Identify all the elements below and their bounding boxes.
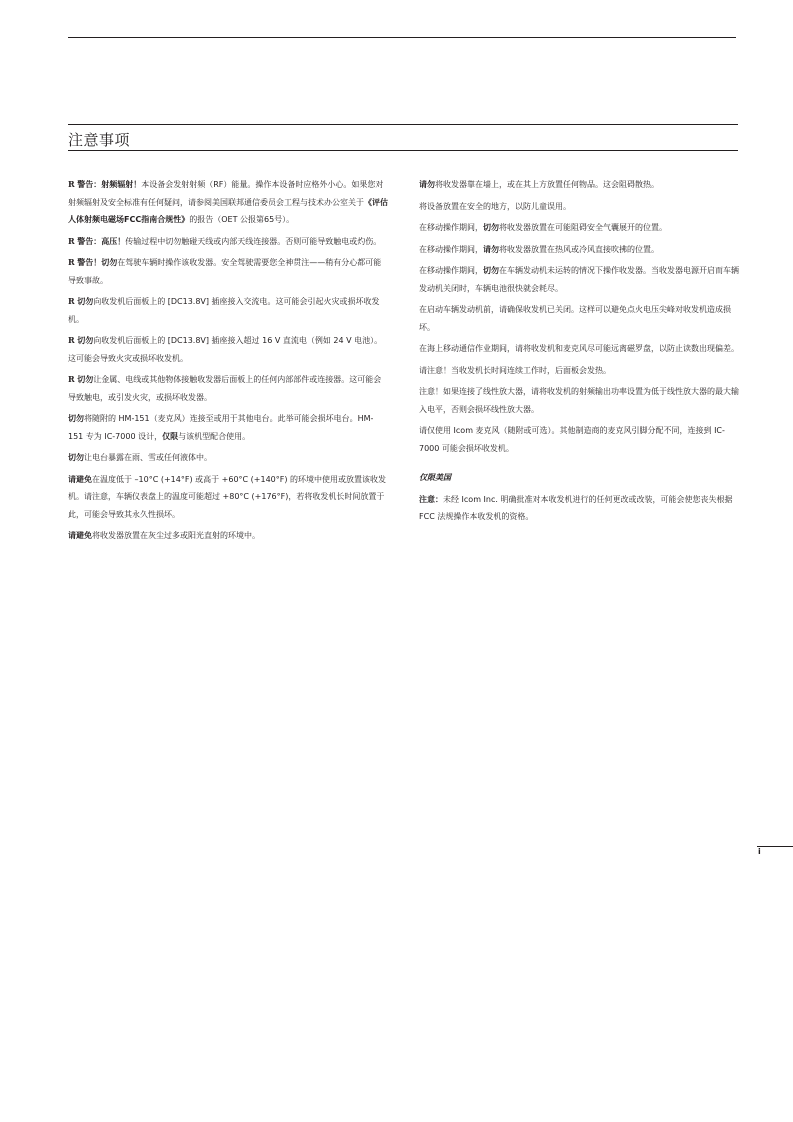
overvoltage-text: 向收发机后面板上的 [DC13.8V] 插座接入超过 16 V 直流电（例如 24 V 电池）。这可能会导致火灾或损坏收发机。	[68, 336, 383, 363]
overvoltage-lead: 切勿	[77, 336, 94, 345]
battery-pre: 在移动操作期间，	[419, 266, 483, 275]
battery-lead: 切勿	[483, 266, 499, 275]
warning-mark-icon: R	[68, 257, 75, 267]
fcc-paragraph	[419, 491, 739, 526]
driving-warning-text: 在驾驶车辆时操作该收发器。安全驾驶需要您全神贯注——稍有分心都可能导致事故。	[68, 258, 382, 285]
rf-warning-text: 本设备会发射射频（RF）能量。操作本设备时应格外小心。如果您对射频辐射及安全标准有任何疑问，请参阅美国联邦通信委员会工程与技术办公室关于	[68, 180, 384, 207]
rf-warning-tail: 的报告（OET 公报第65号）。	[189, 215, 295, 224]
microphone-bold: 仅限	[162, 431, 179, 441]
microphone-lead: 切勿	[68, 414, 84, 423]
metal-contact-text: 让金属、电线或其他物体接触收发器后面板上的任何内部部件或连接器。这可能会导致触电，或引发火灾，或损坏收发器。	[68, 375, 382, 402]
driving-warning-lead: 警告！切勿	[77, 258, 118, 267]
region-heading: 仅限美国	[419, 473, 451, 482]
children-paragraph	[419, 198, 739, 216]
fcc-lead: 注意：	[419, 494, 443, 504]
compass-text: 在海上移动通信作业期间，请将收发机和麦克风尽可能远离磁罗盘，以防止读数出现偏差。	[419, 344, 739, 353]
ignition-paragraph	[419, 301, 739, 336]
microphone-text: 将随附的 HM-151（麦克风）连接至或用于其他电台。此举可能会损坏电台。HM-151 专为 IC-7000 设计，	[68, 414, 374, 441]
amplifier-paragraph	[419, 383, 739, 418]
heat-text: 请注意！当收发机长时间连续工作时，后面板会发热。	[419, 365, 611, 375]
battery-paragraph	[419, 262, 739, 297]
fcc-text: 未经 Icom Inc. 明确批准对本收发机进行的任何更改或改装，可能会使您丧失根据 FCC 法规操作本收发机的资格。	[419, 494, 733, 521]
metal-contact-lead: 切勿	[77, 375, 94, 384]
warning-mark-icon: R	[68, 335, 75, 345]
dust-text: 将收发器放置在灰尘过多或阳光直射的环境中。	[92, 531, 260, 540]
microphone-tail: 与该机型配合使用。	[178, 431, 251, 441]
warning-mark-icon: R	[68, 179, 75, 189]
ac-power-lead: 切勿	[77, 297, 94, 306]
warning-mark-icon: R	[68, 374, 75, 384]
airbag-text: 将收发器放置在可能阻碍安全气囊展开的位置。	[499, 223, 667, 232]
high-voltage-text: 传输过程中切勿触碰天线或内部天线连接器。否则可能导致触电或灼伤。	[125, 236, 382, 246]
children-text: 将设备放置在安全的地方，以防儿童误用。	[419, 201, 571, 211]
liquid-text: 让电台暴露在雨、雪或任何液体中。	[84, 453, 212, 462]
dust-paragraph	[68, 527, 388, 545]
left-column	[68, 176, 388, 549]
wall-text: 将收发器靠在墙上，或在其上方放置任何物品。这会阻碍散热。	[435, 180, 659, 189]
wall-lead: 请勿	[419, 180, 435, 189]
microphone-paragraph	[68, 410, 388, 445]
airflow-pre: 在移动操作期间，	[419, 244, 483, 254]
top-rule	[68, 37, 736, 38]
battery-text: 在车辆发动机未运转的情况下操作收发器。当收发器电源开启而车辆发动机关闭时，车辆电池很快就会耗尽。	[419, 266, 739, 293]
page-number: i	[758, 847, 761, 856]
page-number-rule	[757, 846, 793, 847]
ac-power-paragraph	[68, 293, 388, 328]
metal-contact-paragraph	[68, 371, 388, 406]
ac-power-text: 向收发机后面板上的 [DC13.8V] 插座接入交流电。这可能会引起火灾或损坏收发机。	[68, 297, 380, 324]
right-column	[419, 176, 739, 530]
heading-rule-bottom	[68, 150, 738, 151]
temperature-lead: 请避免	[68, 474, 92, 484]
rf-warning-doc: 《评估人体射频电磁场FCC指南合规性》	[68, 197, 388, 224]
liquid-lead: 切勿	[68, 453, 84, 462]
heat-paragraph	[419, 362, 739, 380]
temperature-text: 在温度低于 –10°C (+14°F) 或高于 +60°C (+140°F) 的环境中使用或放置该收发机。请注意，车辆仪表盘上的温度可能超过 +80°C (+176°F)，若将收发机长时间放置于此，可能会导致其永久性损坏。	[68, 474, 387, 519]
airbag-paragraph	[419, 219, 739, 237]
page-title: 注意事项	[68, 131, 131, 149]
airflow-lead: 请勿	[483, 244, 499, 254]
warning-mark-icon: R	[68, 296, 75, 306]
compass-paragraph	[419, 340, 739, 358]
ignition-text: 在启动车辆发动机前，请确保收发机已关闭。这样可以避免点火电压尖峰对收发机造成损坏。	[419, 305, 731, 332]
overvoltage-paragraph	[68, 332, 388, 367]
amplifier-text: 注意！如果连接了线性放大器，请将收发机的射频输出功率设置为低于线性放大器的最大输入电平，否则会损坏线性放大器。	[419, 387, 739, 414]
rf-warning-paragraph	[68, 176, 388, 229]
airbag-lead: 切勿	[483, 223, 499, 232]
airflow-paragraph	[419, 241, 739, 259]
heading-rule-top	[68, 124, 738, 125]
high-voltage-lead: 警告：高压！	[77, 236, 126, 246]
wall-paragraph	[419, 176, 739, 194]
driving-warning-paragraph	[68, 254, 388, 289]
dust-lead: 请避免	[68, 531, 92, 540]
icom-mic-paragraph	[419, 422, 739, 457]
liquid-paragraph	[68, 449, 388, 467]
warning-mark-icon: R	[68, 235, 75, 246]
airbag-pre: 在移动操作期间，	[419, 223, 483, 232]
airflow-text: 将收发器放置在热风或冷风直接吹拂的位置。	[499, 244, 659, 254]
rf-warning-lead: 警告：射频辐射！	[77, 180, 142, 189]
high-voltage-paragraph	[68, 233, 388, 251]
icom-mic-text: 请仅使用 Icom 麦克风（随附或可选）。其他制造商的麦克风引脚分配不同，连接到 IC-7000 可能会损坏收发机。	[419, 426, 725, 453]
temperature-paragraph	[68, 471, 388, 524]
